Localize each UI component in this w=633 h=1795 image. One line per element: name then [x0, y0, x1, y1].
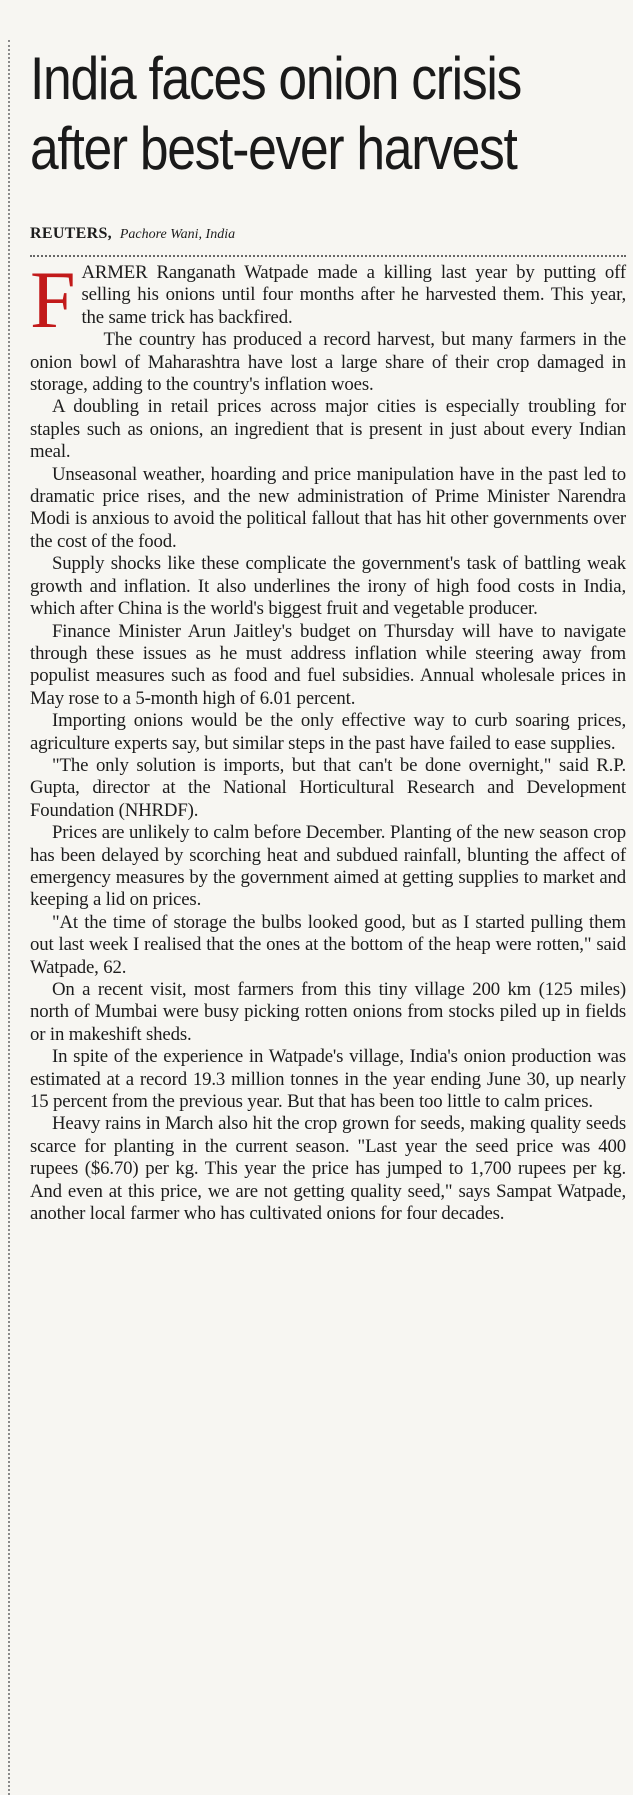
dotted-separator — [30, 255, 626, 257]
body-paragraph: Finance Minister Arun Jaitley's budget on Thursday will have to navigate through these issues as he must address inflation while steering away from populist measures such as food and fuel subsidies. Annual wholesale prices in May rose to a 5-month high of 6.01 percent. — [30, 620, 626, 709]
article-body — [30, 254, 626, 1225]
news-article — [30, 0, 626, 1225]
body-paragraph: Supply shocks like these complicate the government's task of battling weak growth and inflation. It also underlines the irony of high food costs in India, which after China is the world's biggest fruit and vegetable producer. — [30, 553, 626, 620]
body-paragraph: "The only solution is imports, but that can't be done overnight," said R.P. Gupta, director at the National Horticultural Research and Development Foundation (NHRDF). — [30, 754, 626, 821]
body-paragraph: In spite of the experience in Watpade's village, India's onion production was estimated at a record 19.3 million tonnes in the year ending June 30, up nearly 15 percent from the previous year. But that has been too little to calm prices. — [30, 1046, 626, 1113]
headline-line-1: India faces onion crisis — [30, 45, 522, 112]
dateline-place: Pachore Wani, India — [119, 227, 236, 242]
headline-line-2: after best-ever harvest — [30, 115, 517, 182]
body-paragraph: "At the time of storage the bulbs looked good, but as I started pulling them out last week I realised that the ones at the bottom of the heap were rotten," said Watpade, 62. — [30, 911, 626, 978]
body-paragraph: Unseasonal weather, hoarding and price manipulation have in the past led to dramatic price rises, and the new administration of Prime Minister Narendra Modi is anxious to avoid the political fallout that has hit other governments over the cost of the food. — [30, 463, 626, 552]
body-paragraph: A doubling in retail prices across major cities is especially troubling for staples such as onions, an ingredient that is present in just about every Indian meal. — [30, 396, 626, 463]
column-rule — [8, 40, 10, 1795]
body-paragraph: Importing onions would be the only effective way to curb soaring prices, agriculture experts say, but similar steps in the past have failed to ease supplies. — [30, 710, 626, 754]
headline — [30, 44, 543, 184]
lead-text: ARMER Ranganath Watpade made a killing last year by putting off selling his onions until four months after he harvested them. This year, the same trick has backfired. — [81, 262, 626, 328]
body-paragraph: On a recent visit, most farmers from this tiny village 200 km (125 miles) north of Mumbai were busy picking rotten onions from stocks piled up in fields or in makeshift sheds. — [30, 979, 626, 1045]
lead-paragraph — [30, 254, 626, 345]
body-paragraph: Prices are unlikely to calm before December. Planting of the new season crop has been delayed by scorching heat and subdued rainfall, blunting the affect of emergency measures by the government aimed at getting supplies to market and keeping a lid on prices. — [30, 822, 626, 911]
body-paragraph: Heavy rains in March also hit the crop grown for seeds, making quality seeds scarce for planting in the current season. "Last year the seed price was 400 rupees ($6.70) per kg. This year the price has jumped to 1,700 rupees per kg. And even at this price, we are not getting quality seed," says Sampat Watpade, another local farmer who has cultivated onions for four decades. — [30, 1113, 626, 1225]
dateline — [30, 224, 626, 245]
body-paragraph: The country has produced a record harvest, but many farmers in the onion bowl of Maharashtra have lost a large share of their crop damaged in storage, adding to the country's inflation woes. — [30, 329, 626, 396]
drop-cap: F — [30, 254, 76, 345]
agency-name: REUTERS, — [30, 225, 112, 242]
